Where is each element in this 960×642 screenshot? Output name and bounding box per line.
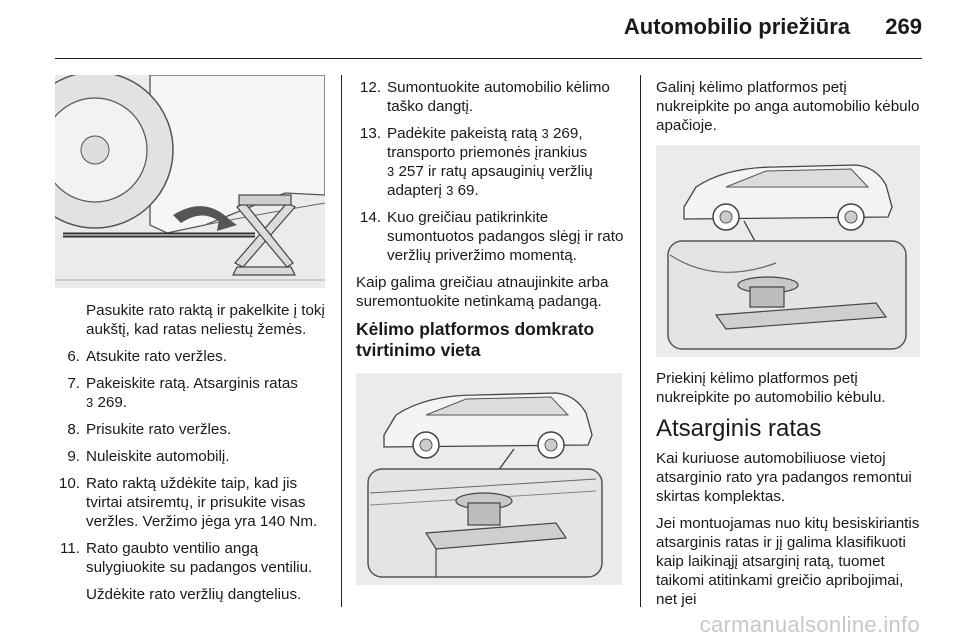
step-number: 14. xyxy=(359,209,381,226)
figure-caption: Pasukite rato raktą ir pakelkite į tokį aukštį, kad ratas neliestų žemės. xyxy=(86,302,325,338)
step-number: 12. xyxy=(359,79,381,96)
page-ref-icon: 3 xyxy=(86,395,94,410)
step-text: Kuo greičiau patikrinkite sumontuotos padangos slėgį ir rato veržlių priveržimo momentą. xyxy=(387,209,624,264)
step-text: Prisukite rato veržles. xyxy=(86,421,232,438)
page-ref-icon: 3 xyxy=(387,164,395,179)
step-text: Pakeiskite ratą. Atsarginis ratas xyxy=(86,375,298,392)
running-header-title: Automobilio priežiūra xyxy=(623,14,850,39)
column-divider xyxy=(341,75,342,607)
step-number: 7. xyxy=(67,375,80,392)
list-item xyxy=(55,420,330,439)
page-ref-link[interactable]: 69. xyxy=(457,182,479,199)
page-ref-link[interactable]: 269. xyxy=(97,394,128,411)
step-text: Nuleiskite automobilį. xyxy=(86,448,230,465)
list-item xyxy=(55,374,330,412)
spare-wheel-para-2: Jei montuojamas nuo kitų besiskiriantis atsarginis ratas ir jį galima klasifikuoti kaip laikinąjį atsarginį ratą, tuomet taikomi atitinkami greičio apribojimai, net jei xyxy=(656,515,920,608)
step-text: Atsukite rato veržles. xyxy=(86,348,227,365)
step-text: ir ratų apsauginių veržlių adapterį xyxy=(387,163,593,199)
step-text: transporto priemonės įrankius xyxy=(387,144,588,161)
step-text: Padėkite pakeistą ratą xyxy=(387,125,538,142)
header-rule xyxy=(55,58,922,59)
front-lift-caption: Priekinį kėlimo platformos petį nukreipkite po automobilio kėbulu. xyxy=(656,370,886,406)
page-number: 269 xyxy=(885,14,922,39)
spare-wheel-para-1: Kai kuriuose automobiliuose vietoj atsarginio rato yra padangos remontui skirtas komplektas. xyxy=(656,450,912,505)
column-1 xyxy=(55,75,330,612)
after-steps-note: Uždėkite rato veržlių dangtelius. xyxy=(86,586,302,603)
section-title-spare-wheel: Atsarginis ratas xyxy=(656,415,822,442)
list-item xyxy=(356,124,634,200)
column-3 xyxy=(656,78,924,617)
list-item xyxy=(55,447,330,466)
rear-lift-drawing xyxy=(356,373,622,585)
list-item xyxy=(356,208,634,265)
watermark: carmanualsonline.info xyxy=(699,612,920,637)
steps-list xyxy=(356,78,634,265)
page-ref-link[interactable]: 257 xyxy=(398,163,424,180)
step-number: 13. xyxy=(359,125,381,142)
step-number: 9. xyxy=(67,448,80,465)
column-divider xyxy=(640,75,641,607)
list-item xyxy=(55,347,330,366)
step-text: Rato gaubto ventilio angą sulygiuokite su padangos ventiliu. xyxy=(86,540,313,576)
step-text: Sumontuokite automobilio kėlimo taško dangtį. xyxy=(387,79,610,115)
step-number: 8. xyxy=(67,421,80,438)
front-lift-drawing xyxy=(656,145,920,357)
step-number: 10. xyxy=(58,475,80,492)
step-number: 11. xyxy=(60,540,80,557)
subheading-lift-points: Kėlimo platformos domkrato tvirtinimo vieta xyxy=(356,319,595,360)
column-2 xyxy=(356,78,634,585)
lift-point-front-illustration xyxy=(656,145,920,357)
step-text: Rato raktą uždėkite taip, kad jis tvirtai atsiremtų, ir prisukite visas veržles. Veržimo jėga yra 140 Nm. xyxy=(86,475,318,530)
lift-point-rear-illustration xyxy=(356,373,622,585)
repair-note: Kaip galima greičiau atnaujinkite arba suremontuokite netinkamą padangą. xyxy=(356,274,609,310)
jack-illustration xyxy=(55,75,325,288)
step-number: 6. xyxy=(67,348,80,365)
scissor-jack-drawing xyxy=(55,75,325,288)
page-ref-link[interactable]: 269, xyxy=(552,125,583,142)
list-item xyxy=(356,78,634,116)
list-item xyxy=(55,474,330,531)
rear-lift-intro: Galinį kėlimo platformos petį nukreipkite po anga automobilio kėbulo apačioje. xyxy=(656,79,920,134)
steps-list xyxy=(55,347,330,577)
list-item xyxy=(55,539,330,577)
page-ref-icon: 3 xyxy=(446,183,454,198)
page-ref-icon: 3 xyxy=(541,126,549,141)
